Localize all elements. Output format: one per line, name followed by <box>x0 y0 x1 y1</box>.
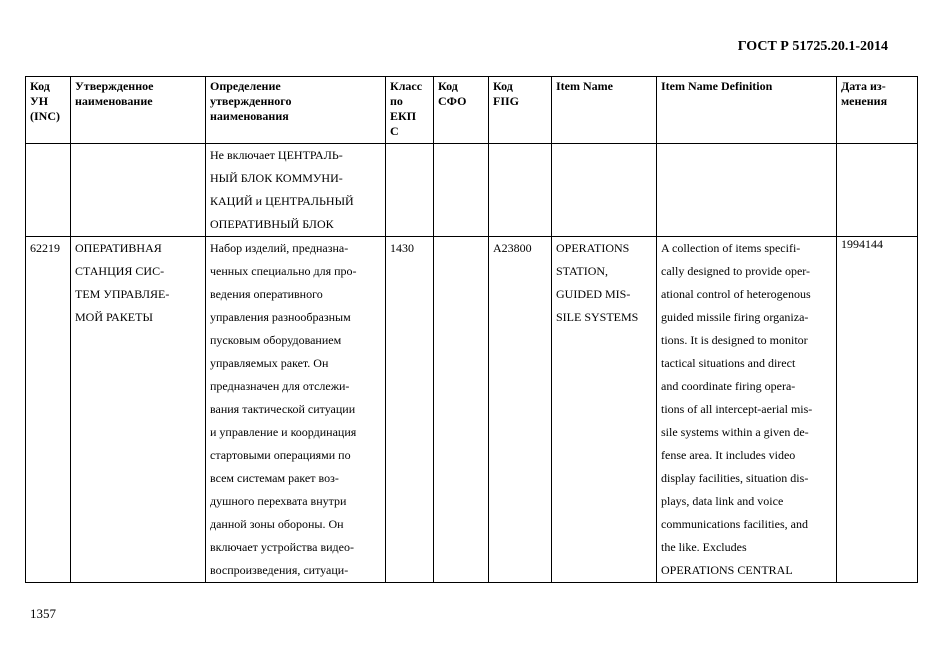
col-header-date: Дата из- менения <box>837 77 918 144</box>
cell-date: 1994144 <box>837 237 918 583</box>
cell-class: 1430 <box>386 237 434 583</box>
page-number: 1357 <box>30 606 56 621</box>
cell-fiig: A23800 <box>489 237 552 583</box>
col-header-approved-name: Утвержденное наименование <box>71 77 206 144</box>
col-header-inc: Код УН (INC) <box>26 77 71 144</box>
cell-approved-name <box>71 144 206 237</box>
catalog-table <box>25 76 918 583</box>
cell-definition: Не включает ЦЕНТРАЛЬ- НЫЙ БЛОК КОММУНИ- КАЦИЙ и ЦЕНТРАЛЬНЫЙ ОПЕРАТИВНЫЙ БЛОК <box>206 144 386 237</box>
cell-approved-name: ОПЕРАТИВНАЯ СТАНЦИЯ СИС- ТЕМ УПРАВЛЯЕ- МОЙ РАКЕТЫ <box>71 237 206 583</box>
cell-item-definition: A collection of items specifi- cally designed to provide oper- ational control of heterogenous guided missile firing organiza- tions. It is designed to monitor tactical situations and direct and coordinate firing opera- tions of all intercept-aerial mis- sile systems within a given de- fense area. It includes video display facilities, situation dis- plays, data link and voice communications facilities, and the like. Excludes OPERATIONS CENTRAL <box>657 237 837 583</box>
cell-sfo <box>434 237 489 583</box>
table-row <box>26 144 918 237</box>
cell-item-definition <box>657 144 837 237</box>
col-header-item-name: Item Name <box>552 77 657 144</box>
col-header-class: Класс по ЕКП С <box>386 77 434 144</box>
col-header-item-definition: Item Name Definition <box>657 77 837 144</box>
cell-sfo <box>434 144 489 237</box>
cell-definition: Набор изделий, предназна- ченных специально для про- ведения оперативного управления разнообразным пусковым оборудованием управляемых ракет. Он предназначен для отслежи- вания тактической ситуации и управление и координация стартовыми операциями по всем системам ракет воз- душного перехвата внутри данной зоны обороны. Он включает устройства видео- воспроизведения, ситуаци- <box>206 237 386 583</box>
cell-date <box>837 144 918 237</box>
cell-item-name <box>552 144 657 237</box>
standard-designation: ГОСТ Р 51725.20.1-2014 <box>737 39 888 54</box>
header-row <box>26 77 918 144</box>
col-header-fiig: Код FIIG <box>489 77 552 144</box>
cell-inc <box>26 144 71 237</box>
cell-class <box>386 144 434 237</box>
col-header-definition: Определение утвержденного наименования <box>206 77 386 144</box>
table-row <box>26 237 918 583</box>
cell-inc: 62219 <box>26 237 71 583</box>
cell-item-name: OPERATIONS STATION, GUIDED MIS- SILE SYSTEMS <box>552 237 657 583</box>
cell-fiig <box>489 144 552 237</box>
col-header-sfo: Код СФО <box>434 77 489 144</box>
